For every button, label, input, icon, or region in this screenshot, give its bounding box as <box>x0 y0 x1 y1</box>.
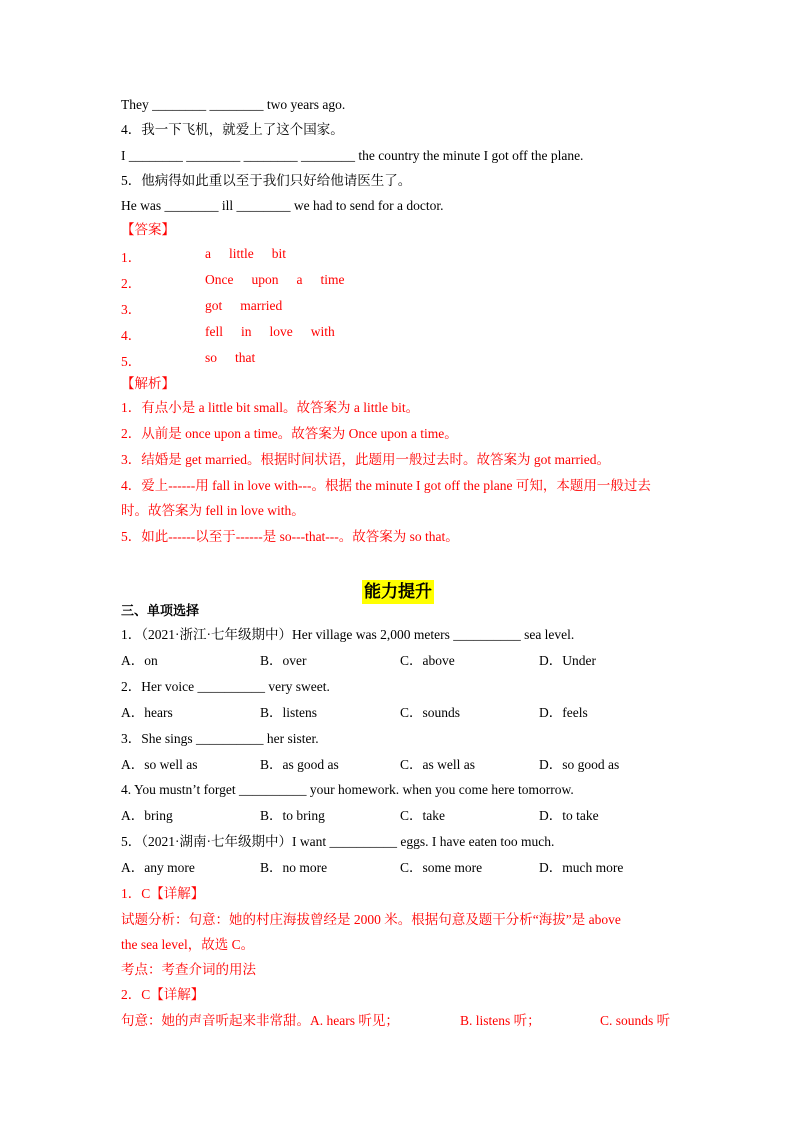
answer-word: bit <box>271 246 287 261</box>
question-stem: 4. You mustn’t forget __________ your homework. when you come here tomorrow. <box>121 782 574 797</box>
answer-word: Once <box>205 272 234 287</box>
answer-word: in <box>241 324 252 339</box>
analysis-line: 5．如此------以至于------是 so---that---。故答案为 so that。 <box>121 529 459 544</box>
explanation-line: 句意：她的声音听起来非常甜。A. hears 听见； <box>121 1013 399 1028</box>
option-a: A．hears <box>121 705 173 720</box>
option-b: B．as good as <box>260 757 339 772</box>
answer-number: 1． <box>121 250 142 265</box>
option-a: A．any more <box>121 860 195 875</box>
answer-row-4 <box>0 324 800 342</box>
exercise-q4-english: I ________ ________ ________ ________ the country the minute I got off the plane. <box>121 148 584 163</box>
answer-word: love <box>269 324 293 339</box>
option-a: A．so well as <box>121 757 198 772</box>
option-a: A．bring <box>121 808 173 823</box>
answer-word: time <box>320 272 345 287</box>
answer-number: 5． <box>121 354 142 369</box>
answer-number: 4． <box>121 328 142 343</box>
analysis-line: 时。故答案为 fell in love with。 <box>121 503 305 518</box>
answer-word: a <box>296 272 303 287</box>
question-stem: 1．（2021·浙江·七年级期中）Her village was 2,000 meters __________ sea level. <box>121 627 575 642</box>
explanation-line: 考点：考查介词的用法 <box>121 962 256 977</box>
answer-number: 2． <box>121 276 142 291</box>
answer-row-2 <box>0 272 800 290</box>
option-b: B．over <box>260 653 307 668</box>
analysis-line: 4．爱上------用 fall in love with---。根据 the minute I got off the plane 可知，本题用一般过去 <box>121 478 651 493</box>
exercise-q4-chinese: 4．我一下飞机，就爱上了这个国家。 <box>121 122 344 137</box>
exercise-line-1: They ________ ________ two years ago. <box>121 97 346 112</box>
answer-word: that <box>235 350 256 365</box>
explanation-line: the sea level，故选 C。 <box>121 937 255 952</box>
option-b: B．to bring <box>260 808 325 823</box>
option-d: D．Under <box>539 653 596 668</box>
answer-word: a <box>205 246 211 261</box>
analysis-label: 【解析】 <box>121 376 175 391</box>
explanation-heading: 2．C【详解】 <box>121 987 205 1002</box>
question-stem: 3．She sings __________ her sister. <box>121 731 319 746</box>
answer-row-3 <box>0 298 800 316</box>
option-c: C．above <box>400 653 455 668</box>
option-d: D．to take <box>539 808 599 823</box>
option-a: A．on <box>121 653 158 668</box>
analysis-line: 2．从前是 once upon a time。故答案为 Once upon a time。 <box>121 426 458 441</box>
option-d: D．so good as <box>539 757 620 772</box>
answer-word: got <box>205 298 223 313</box>
explanation-heading: 1．C【详解】 <box>121 886 205 901</box>
answer-row-5 <box>0 350 800 368</box>
option-b: B．listens <box>260 705 318 720</box>
analysis-line: 3．结婚是 get married。根据时间状语，此题用一般过去时。故答案为 got married。 <box>121 452 610 467</box>
option-d: D．feels <box>539 705 588 720</box>
option-c: C．take <box>400 808 445 823</box>
answer-number: 3． <box>121 302 142 317</box>
option-c: C．sounds <box>400 705 461 720</box>
section-heading: 能力提升 <box>364 582 432 602</box>
answer-word: little <box>229 246 254 261</box>
exercise-q5-chinese: 5．他病得如此重以至于我们只好给他请医生了。 <box>121 173 412 188</box>
explanation-line: C. sounds 听 <box>600 1013 671 1028</box>
answer-word: upon <box>251 272 279 287</box>
explanation-line: 试题分析：句意：她的村庄海拔曾经是 2000 米。根据句意及题干分析“海拔”是 above <box>121 912 621 927</box>
option-d: D．much more <box>539 860 624 875</box>
option-c: C．some more <box>400 860 483 875</box>
answer-label: 【答案】 <box>121 222 175 237</box>
option-b: B．no more <box>260 860 328 875</box>
exercise-q5-english: He was ________ ill ________ we had to send for a doctor. <box>121 198 444 213</box>
question-stem: 2．Her voice __________ very sweet. <box>121 679 330 694</box>
analysis-line: 1．有点小是 a little bit small。故答案为 a little bit。 <box>121 400 420 415</box>
answer-row-1 <box>0 246 800 264</box>
answer-word: married <box>240 298 283 313</box>
explanation-line: B. listens 听； <box>460 1013 541 1028</box>
answer-word: so <box>205 350 218 365</box>
option-c: C．as well as <box>400 757 475 772</box>
answer-word: fell <box>205 324 223 339</box>
section-title: 三、单项选择 <box>121 604 200 619</box>
answer-word: with <box>310 324 335 339</box>
question-stem: 5．（2021·湖南·七年级期中）I want __________ eggs. I have eaten too much. <box>121 834 555 849</box>
